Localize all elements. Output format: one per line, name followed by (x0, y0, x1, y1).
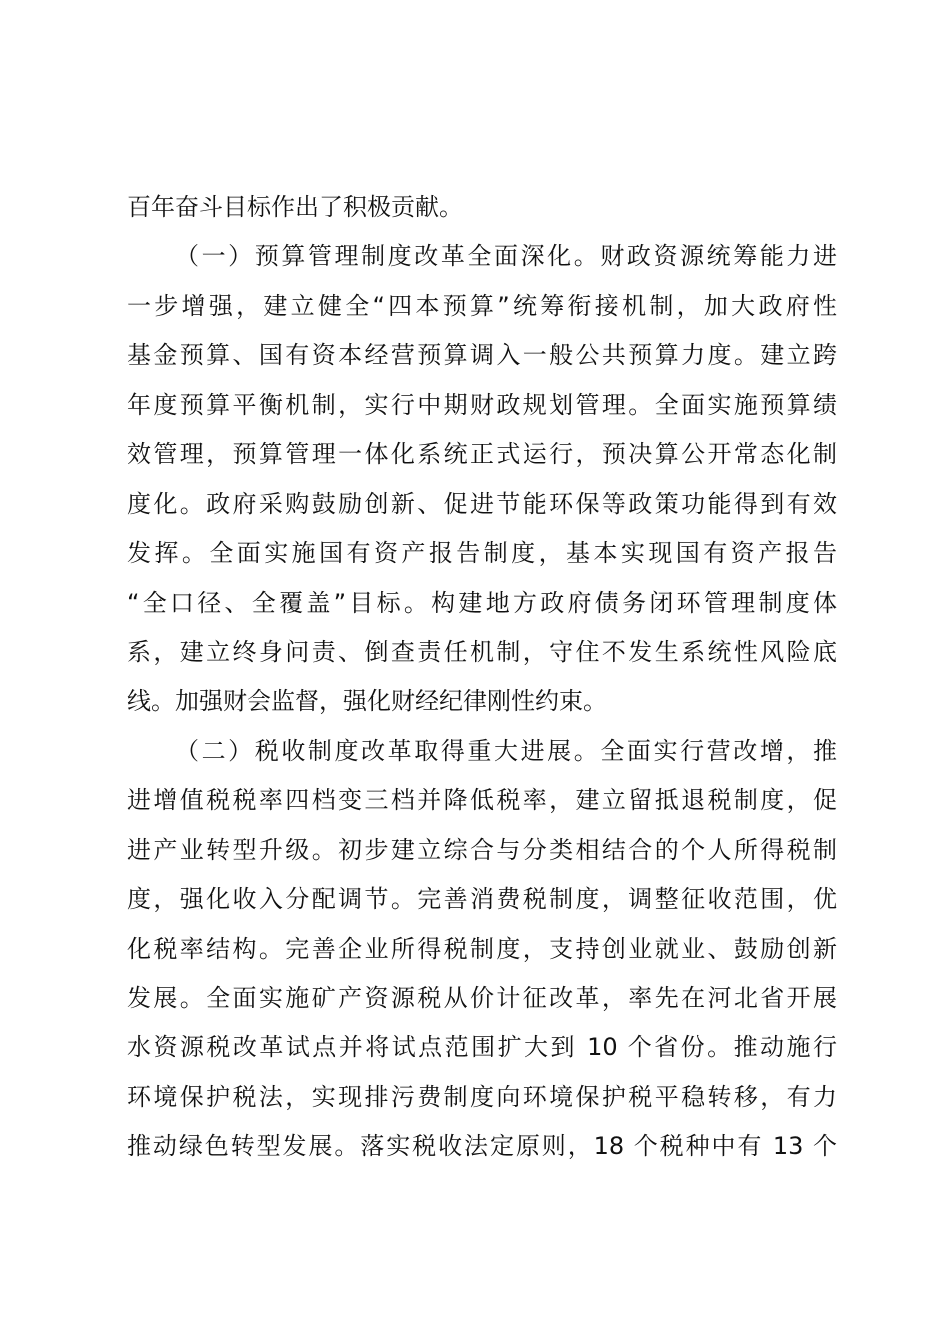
text-line: 基金预算、国有资本经营预算调入一般公共预算力度。建立跨 (127, 341, 837, 370)
text-line: 环境保护税法，实现排污费制度向环境保护税平稳转移，有力 (127, 1082, 837, 1111)
text-line: 发挥。全面实施国有资产报告制度，基本实现国有资产报告 (127, 539, 837, 568)
text-line: “全口径、全覆盖”目标。构建地方政府债务闭环管理制度体 (127, 588, 837, 617)
text-line: 百年奋斗目标作出了积极贡献。 (127, 193, 463, 221)
text-line: 推动绿色转型发展。落实税收法定原则，18 个税种中有 13 个 (127, 1132, 837, 1161)
paragraph-heading-line: （一）预算管理制度改革全面深化。财政资源统筹能力进 (175, 242, 837, 271)
text-line: 进增值税税率四档变三档并降低税率，建立留抵退税制度，促 (127, 786, 837, 815)
text-line: 系，建立终身问责、倒查责任机制，守住不发生系统性风险底 (127, 637, 837, 666)
text-line: 发展。全面实施矿产资源税从价计征改革，率先在河北省开展 (127, 984, 837, 1012)
text-line: 一步增强，建立健全“四本预算”统筹衔接机制，加大政府性 (127, 291, 837, 320)
text-line: 进产业转型升级。初步建立综合与分类相结合的个人所得税制 (127, 835, 837, 864)
text-line: 度化。政府采购鼓励创新、促进节能环保等政策功能得到有效 (127, 489, 837, 518)
text-line: 年度预算平衡机制，实行中期财政规划管理。全面实施预算绩 (127, 390, 837, 419)
text-line: 化税率结构。完善企业所得税制度，支持创业就业、鼓励创新 (127, 934, 837, 963)
text-line: 度，强化收入分配调节。完善消费税制度，调整征收范围，优 (127, 885, 837, 914)
text-line: 效管理，预算管理一体化系统正式运行，预决算公开常态化制 (127, 440, 837, 469)
paragraph-heading-line: （二）税收制度改革取得重大进展。全面实行营改增，推 (175, 736, 837, 765)
text-line: 线。加强财会监督，强化财经纪律刚性约束。 (127, 687, 607, 716)
text-line: 水资源税改革试点并将试点范围扩大到 10 个省份。推动施行 (127, 1033, 837, 1062)
document-body (127, 183, 837, 1172)
